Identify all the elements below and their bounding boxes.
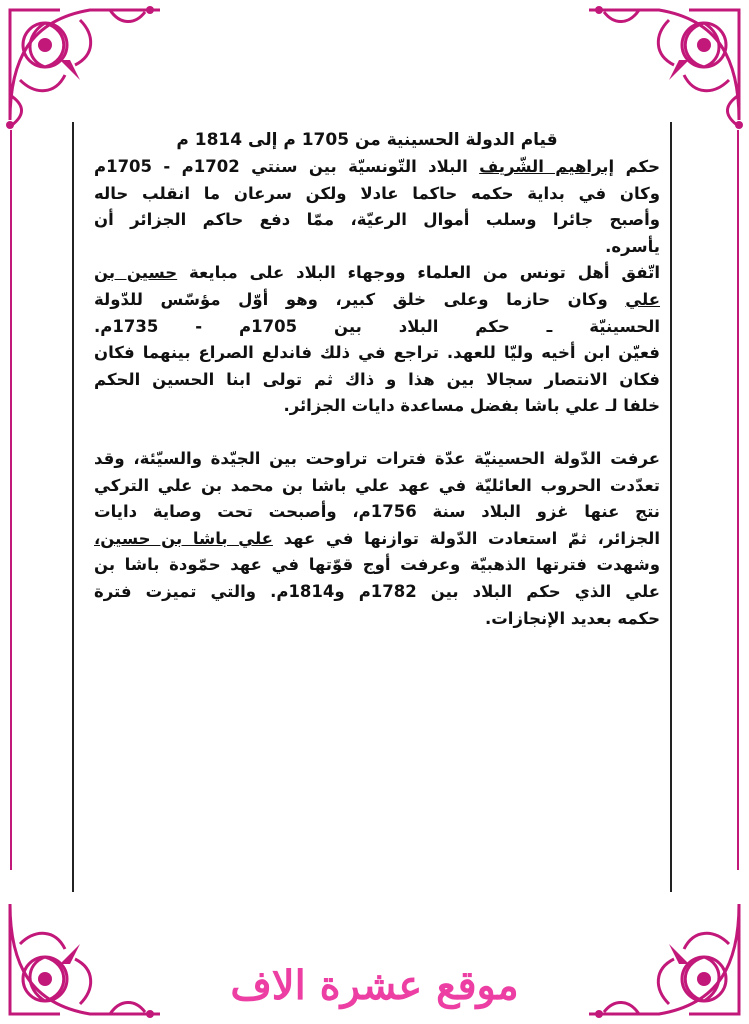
text-line — [94, 340, 660, 367]
frame-border-left — [10, 130, 12, 870]
text-line — [94, 207, 660, 234]
text-line — [94, 287, 660, 314]
paragraph — [94, 154, 660, 260]
underlined-name: علي باشا بن حسين، — [94, 528, 273, 548]
text-line — [94, 314, 660, 341]
underlined-name: علي — [625, 289, 660, 309]
corner-ornament-top-left — [0, 0, 165, 130]
text-segment: علي الذي حكم البلاد بين 1782م و1814م. والتي تميزت فترة — [94, 581, 661, 601]
text-segment: حكمه بعديد الإنجازات. — [484, 608, 660, 628]
text-segment: وشهدت فترتها الذهبيّة وعرفت أوج قوّتها في عهد حمّودة باشا بن — [94, 555, 660, 575]
text-line — [94, 473, 660, 500]
text-line — [94, 606, 660, 633]
frame-border-right — [737, 130, 739, 870]
text-segment: وأصبح جائرا وسلب أموال الرعيّة، ممّا دفع حاكم الجزائر أن — [94, 210, 660, 230]
document-box — [72, 122, 672, 892]
text-segment: وكان في بداية حكمه حاكما عادلا ولكن سرعان ما انقلب حاله — [94, 183, 660, 203]
text-segment: الجزائر، ثمّ استعادت الدّولة توازنها في عهد — [272, 528, 660, 548]
text-line — [94, 499, 660, 526]
text-line — [94, 552, 660, 579]
text-line — [94, 234, 660, 261]
text-line — [94, 446, 660, 473]
document-title: قيام الدولة الحسينية من 1705 م إلى 1814 م — [176, 130, 558, 150]
text-segment: فعيّن ابن أخيه وليّا للعهد. تراجع في ذلك فاندلع الصراع بينهما فكان — [94, 343, 660, 363]
text-segment: فكان الانتصار سجالا بين هذا و ذاك ثم تولى ابنا الحسين الحكم — [94, 369, 660, 389]
paragraph — [94, 446, 660, 632]
text-segment: الحسينيّة ـ حكم البلاد بين 1705م - 1735م. — [94, 316, 660, 336]
text-segment: حكم — [614, 157, 660, 176]
underlined-name: إبراهيم الشّريف — [479, 157, 615, 176]
paragraph-gap — [94, 420, 660, 446]
text-line — [94, 393, 660, 420]
underlined-name: حسين بن — [94, 263, 178, 283]
text-segment: عرفت الدّولة الحسينيّة عدّة فترات تراوحت بين الجيّدة والسيّئة، وقد — [94, 448, 660, 468]
text-line — [94, 154, 660, 181]
text-segment: وكان حازما وعلى خلق كبير، وهو أوّل مؤسّس للدّولة — [94, 289, 626, 309]
text-line — [94, 181, 660, 208]
site-footer-logo: موقع عشرة الاف — [230, 962, 519, 1009]
text-segment: تعدّدت الحروب العائليّة في عهد علي باشا بن محمد بن علي التركي — [94, 475, 660, 495]
text-segment: خلفا لـ علي باشا بفضل مساعدة دايات الجزائر. — [283, 396, 660, 416]
text-line — [94, 579, 660, 606]
text-segment: يأسره. — [605, 236, 660, 256]
corner-ornament-top-right — [584, 0, 749, 130]
text-line — [94, 526, 660, 553]
text-segment: اتّفق أهل تونس من العلماء ووجهاء البلاد على مبايعة — [177, 263, 660, 283]
document-body — [94, 154, 660, 632]
text-line — [94, 260, 660, 287]
document-content — [94, 126, 660, 632]
text-line — [94, 367, 660, 394]
paragraph — [94, 260, 660, 420]
text-segment: البلاد التّونسيّة بين سنتي 1702م - 1705م — [94, 157, 480, 176]
text-segment: نتج عنها غزو البلاد سنة 1756م، وأصبحت تحت وصاية دايات — [94, 502, 660, 522]
